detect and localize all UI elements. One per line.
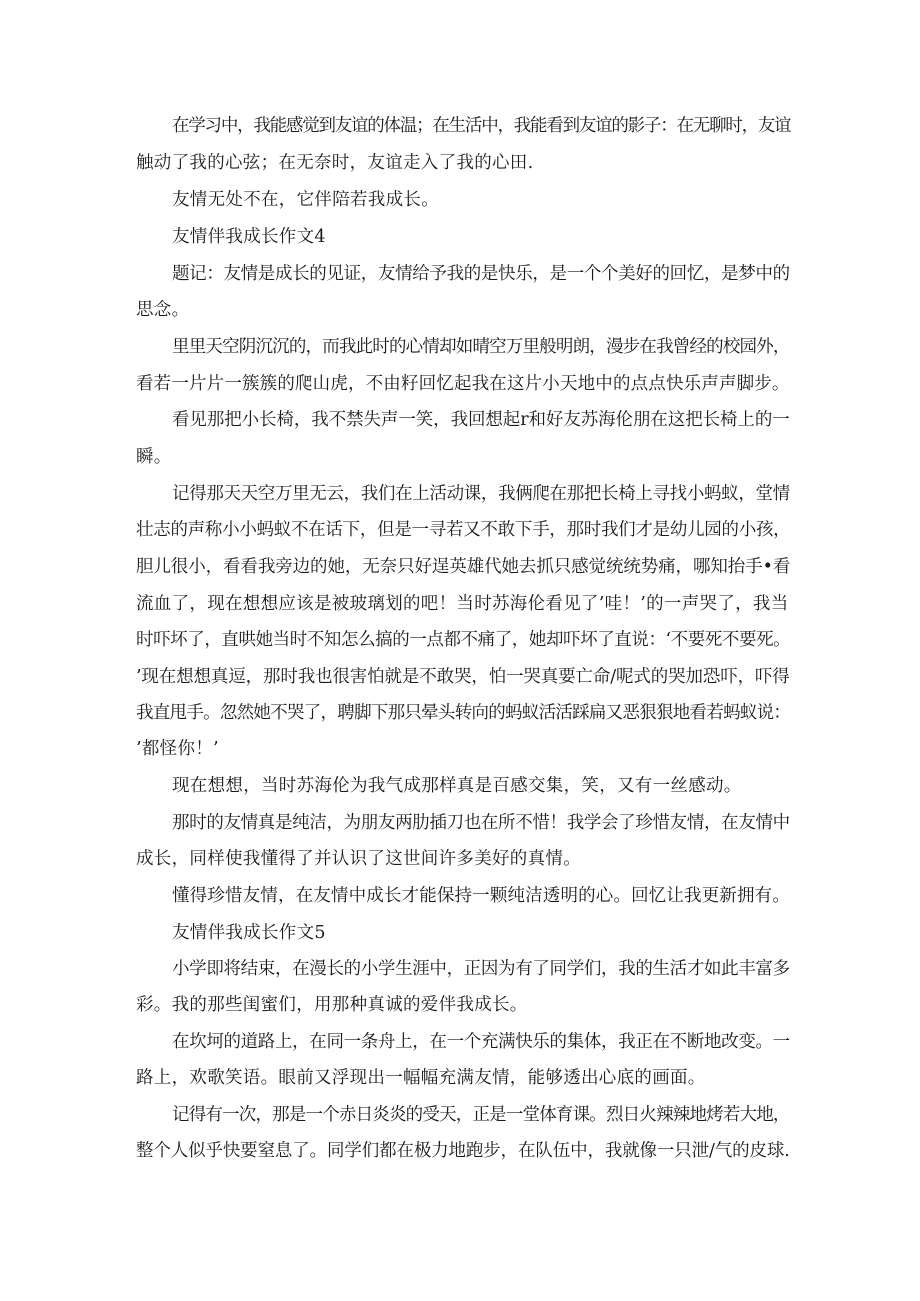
text-line: 那时的友情真是纯洁，为朋友两肋插刀也在所不惜！我学会了珍惜友情，在友情中 xyxy=(172,813,790,833)
text-line: 路上，欢歌笑语。眼前又浮现出一幅幅充满友情，能够透出心底的画面。 xyxy=(136,1068,706,1088)
heading-text: 友情伴我成长作文4 xyxy=(172,227,326,247)
text-line: 瞬。 xyxy=(136,447,172,467)
text-line: 我直甩手。忽然她不哭了，聘脚下那只晕头转向的蚂蚁活活踩扁又恶狠狠地看若蚂蚁说： xyxy=(136,703,791,723)
text-line: 在学习中，我能感觉到友谊的体温；在生活中，我能看到友谊的影子：在无聊时，友谊 xyxy=(172,116,791,136)
text-line: 流血了，现在想想应该是被玻璃划的吧！当时苏海伦看见了’哇！’的一声哭了，我当 xyxy=(136,594,789,614)
text-line: 胆儿很小，看看我旁边的她，无奈只好逞英雄代她去抓只感觉统统势痛，哪知抬手•看 xyxy=(136,557,791,577)
text-line: 触动了我的心弦；在无奈时，友谊走入了我的心田. xyxy=(136,153,534,173)
text-line: 看见那把小长椅，我不禁失声一笑，我回想起r和好友苏海伦朋在这把长椅上的一 xyxy=(172,410,790,430)
text-line: 壮志的声称小小蚂蚁不在话下，但是一寻若又不敢下手，那时我们才是幼儿园的小孩， xyxy=(136,520,791,540)
text-line: 记得那天天空万里无云，我们在上活动课，我俩爬在那把长椅上寻找小蚂蚁，堂情 xyxy=(172,484,790,504)
text-line: 里里天空阴沉沉的，而我此时的心情却如晴空万里般明朗，漫步在我曾经的校园外， xyxy=(172,337,790,357)
text-line: 整个人似乎快要窒息了。同学们都在极力地跑步，在队伍中，我就像一只泄/气的皮球. xyxy=(136,1141,790,1161)
text-line: ’现在想想真逗，那时我也很害怕就是不敢哭，怕一哭真要亡命/呢式的哭加恐吓，吓得 xyxy=(136,667,790,687)
text-line: 题记：友情是成长的见证，友情给予我的是快乐，是一个个美好的回忆，是梦中的 xyxy=(172,264,790,284)
text-line: 思念。 xyxy=(136,300,190,320)
text-line: 成长，同样使我懂得了并认识了这世间许多美好的真情。 xyxy=(136,849,581,869)
text-line: 看若一片片一簇簇的爬山虎，不由籽回忆起我在这片小天地中的点点快乐声声脚步。 xyxy=(136,374,790,394)
text-line: 彩。我的那些闺蜜们，用那种真诚的爱伴我成长。 xyxy=(136,995,528,1015)
text-line: 懂得珍惜友情，在友情中成长才能保持一颗纯洁透明的心。回忆让我更新拥有。 xyxy=(172,886,790,906)
text-line: 在坎坷的道路上，在同一条舟上，在一个充满快乐的集体，我正在不断地改变。一 xyxy=(172,1032,790,1052)
text-line: 时吓坏了，直哄她当时不知怎么搞的一点都不痛了，她却吓坏了直说：‘不要死不要死。 xyxy=(136,630,791,650)
text-line: 记得有一次，那是一个赤日炎炎的受天，正是一堂体育课。烈日火辣辣地烤若大地， xyxy=(172,1105,790,1125)
heading-text: 友情伴我成长作文5 xyxy=(172,923,326,943)
text-line: 现在想想，当时苏海伦为我气成那样真是百感交集，笑，又有一丝感动。 xyxy=(172,776,742,796)
text-line: 小学即将结束，在漫长的小学生涯中，正因为有了同学们，我的生活才如此丰富多 xyxy=(172,959,790,979)
text-line: 友情无处不在，它伴陪若我成长。 xyxy=(172,190,439,210)
text-line: ’都怪你！’ xyxy=(136,739,219,759)
